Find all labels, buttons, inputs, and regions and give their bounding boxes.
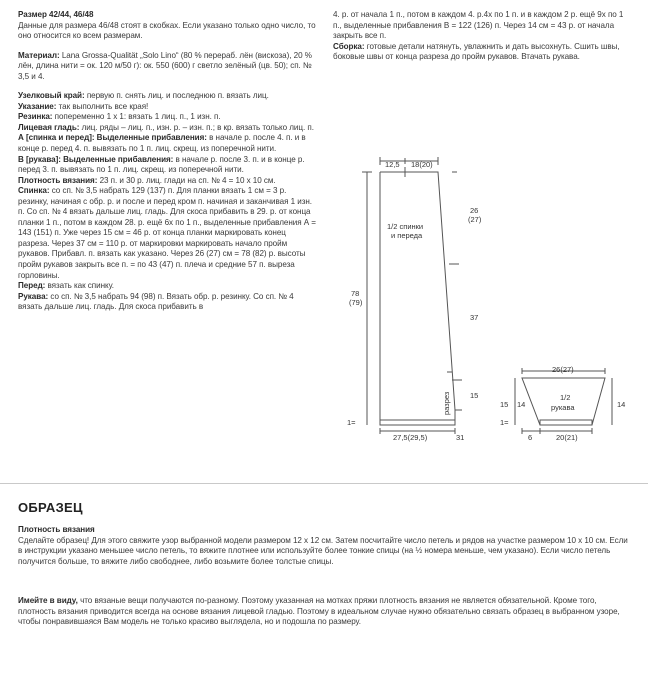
- material-text: Lana Grossa-Qualität „Solo Lino“ (80 % перераб. лён (вискоза), 20 % лён, длина нити = ок. 120 м/50 г): ок. 550 (600) г светло зелёный (цв. 50); сп. № 3,5 и 4.: [18, 50, 312, 81]
- dim-top-right: 18(20): [411, 160, 433, 169]
- sleeve-dim-top: 26(27): [552, 365, 574, 374]
- sleeves-text: со сп. № 3,5 набрать 94 (98) п. Вязать обр. р. резинку. Со сп. № 4 вязать дальше лиц. гладь. Для скоса прибавить в: [18, 291, 294, 312]
- stockinette-label: Лицевая гладь:: [18, 122, 80, 132]
- stockinette-text: лиц. ряды – лиц. п., изн. р. – изн. п.; в кр. вязать только лиц. п.: [81, 122, 314, 132]
- note-text: так выполнить все края!: [58, 101, 149, 111]
- dim-27: (27): [468, 215, 482, 224]
- body-label-2: и переда: [391, 231, 423, 240]
- sleeve-dim-6: 6: [528, 433, 533, 442]
- inc-a-text: в начале р. после 4. п. и в конце р. перед 4. п. вывязать по 1 п. лиц. скрещ. из поперечной нити.: [18, 133, 306, 154]
- inc-b-label: В [рукава]: Выделенные прибавления:: [18, 154, 174, 164]
- edge-text: первую п. снять лиц. и последнюю п. вязать лиц.: [86, 91, 269, 101]
- front-label: Перед:: [18, 281, 46, 291]
- sleeve-label-2: рукава: [551, 403, 575, 412]
- slit-label: разрез: [442, 391, 451, 415]
- gauge-label: Плотность вязания:: [18, 175, 98, 185]
- dim-26: 26: [470, 206, 479, 215]
- sleeve-dim-left: 14: [517, 400, 526, 409]
- size-title: Размер 42/44, 46/48: [18, 10, 94, 19]
- dim-15: 15: [470, 391, 479, 400]
- gauge-text: 23 п. и 30 р. лиц. глади на сп. № 4 = 10 x 10 см.: [99, 175, 276, 185]
- body-outline: [380, 172, 455, 425]
- size-text: Данные для размера 46/48 стоят в скобках. Если указано только одно число, то оно относится ко всем размерам.: [18, 20, 316, 41]
- dim-bottom-width: 27,5(29,5): [393, 433, 428, 442]
- inc-b-text: в начале р. после 3. п. и в конце р. перед 3. п. вывязать по 1 п. лиц. скрещ. из поперечной нити.: [18, 154, 305, 175]
- gauge-paragraph: Сделайте образец! Для этого свяжите узор выбранной модели размером 12 x 12 см. Затем посчитайте число петель и рядов на участке размером 10 x 10 см. Если в инструкции указано меньшее число петель, то вяжите плотнее или используйте более тонкие спицы (на ½ номера меньше, чем указано). Если число петель получится больше, то вяжите либо свободнее, либо возьмите более толстые спицы.: [18, 535, 628, 566]
- rib-label: Резинка:: [18, 112, 53, 122]
- section-divider: [0, 483, 648, 484]
- remember-paragraph: что вязаные вещи получаются по-разному. Поэтому указанная на мотках пряжи плотность вязания не является обязательной. Кроме того, плотность вязания приводится всегда на основе вязания лицевой гладью. Поэтому в идеальном случае нужно обязательно связать образец в выбранном узоре, чтобы понравившаяся Вам модель не только красиво выглядела, но и подошла по размеру.: [18, 596, 620, 627]
- body-label-1: 1/2 спинки: [387, 222, 424, 231]
- sleeves-label: Рукава:: [18, 291, 49, 301]
- note-label: Указание:: [18, 101, 57, 111]
- body-rib-dim: 1=: [347, 418, 356, 427]
- dim-top-left: 12,5: [385, 160, 400, 169]
- sleeve-dim-right: 14: [617, 400, 626, 409]
- sleeve-dim-15: 15: [500, 400, 509, 409]
- sleeve-dim-bottom: 20(21): [556, 433, 578, 442]
- back-text: со сп. № 3,5 набрать 129 (137) п. Для планки вязать 1 см = 3 р. резинку, начиная с обр. р. и после и перед кром п. начиная и заканчивая 1 изн. п. Со сп. № 4 вязать дальше лиц. гладь. Для скоса прибавить в 29. р. от конца планки 1 п., потом в каждом 28. р. ещё 6x по 1 п., выделенные прибавления А = 143 (151) п. Уже через 15 см = 46 р. от конца планки маркировать конец разреза. Через 37 см = 110 р. от маркировки маркировать начало пройм рукавов. Прибавл. п. вязать как указано. Через 26 (27) см = 78 (82) р. высоты пройм рукавов закрыть все п. = по 43 (47) п. плеча и средние 57 п. выреза горловины.: [18, 186, 316, 280]
- remember-label: Имейте в виду,: [18, 596, 78, 605]
- gauge-heading: Плотность вязания: [18, 525, 95, 534]
- back-label: Спинка:: [18, 186, 50, 196]
- sleeve-label-1: 1/2: [560, 393, 571, 402]
- front-text: вязать как спинку.: [47, 281, 114, 291]
- sleeve-rib-dim: 1=: [500, 418, 509, 427]
- section-title: ОБРАЗЕЦ: [18, 500, 83, 515]
- remember-section: [18, 596, 633, 628]
- dim-37: 37: [470, 313, 479, 322]
- body-rib-band: [380, 420, 455, 425]
- sleeve-rib-band: [540, 420, 592, 425]
- rib-text: попеременно 1 x 1: вязать 1 лиц. п., 1 изн. п.: [54, 112, 221, 122]
- dim-79: (79): [349, 298, 363, 307]
- material-label: Материал:: [18, 50, 60, 60]
- sleeves-continued: 4. р. от начала 1 п., потом в каждом 4. р.4x по 1 п. и в каждом 2 р. ещё 9x по 1 п., выделенные прибавления В = 122 (126) п. Через 14 см = 43 р. от начала закрыть все п.: [333, 10, 624, 41]
- assembly-label: Сборка:: [333, 41, 365, 51]
- inc-a-label: А [спинка и перед]: Выделенные прибавления:: [18, 133, 207, 143]
- dim-78: 78: [351, 289, 360, 298]
- edge-label: Узелковый край:: [18, 91, 85, 101]
- assembly-text: готовые детали натянуть, увлажнить и дать высохнуть. Сшить швы, боковые швы от конца разреза до пройм рукавов. Втачать рукава.: [333, 41, 620, 62]
- gauge-section: [18, 525, 633, 567]
- dim-bottom-31: 31: [456, 433, 465, 442]
